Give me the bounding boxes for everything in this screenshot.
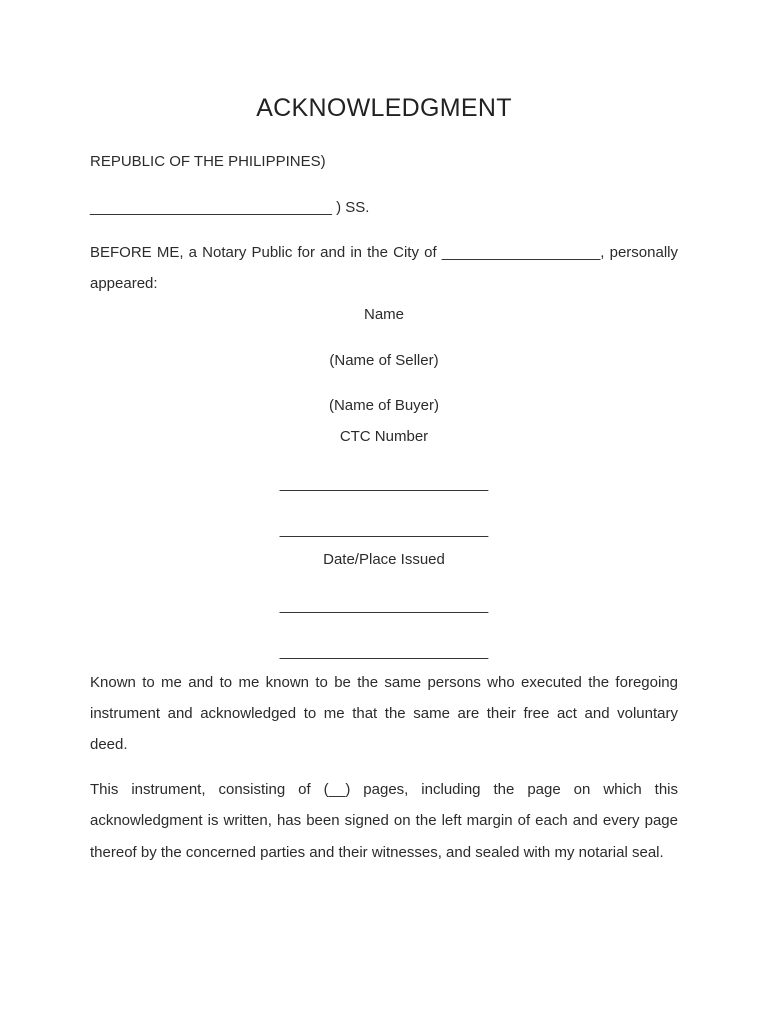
- known-line-3: deed.: [90, 736, 128, 753]
- instrument-line-2: acknowledgment is written, has been signed on the left margin of each and every page: [90, 812, 678, 829]
- date-place-issued-header: Date/Place Issued: [323, 551, 445, 568]
- ss-line: _____________________________ ) SS.: [90, 199, 370, 216]
- name-of-seller: (Name of Seller): [329, 352, 439, 369]
- document-title: ACKNOWLEDGMENT: [256, 94, 512, 122]
- ctc-blank-2: _________________________: [279, 521, 489, 538]
- date-blank-2: _________________________: [279, 643, 489, 660]
- before-me-line-1: BEFORE ME, a Notary Public for and in the City of ___________________, personally: [90, 244, 678, 261]
- date-blank-1: _________________________: [279, 597, 489, 614]
- name-of-buyer: (Name of Buyer): [328, 397, 440, 414]
- instrument-line-1: This instrument, consisting of (__) pages, including the page on which this: [90, 781, 678, 798]
- name-header: Name: [363, 306, 404, 323]
- ctc-blank-1: _________________________: [279, 475, 489, 492]
- known-line-1: Known to me and to me known to be the same persons who executed the foregoing: [90, 674, 678, 691]
- known-line-2: instrument and acknowledged to me that the same are their free act and voluntary: [90, 705, 678, 722]
- before-me-line-2: appeared:: [90, 275, 158, 292]
- ctc-number-header: CTC Number: [339, 428, 429, 445]
- republic-line: REPUBLIC OF THE PHILIPPINES): [90, 153, 326, 170]
- instrument-line-3: thereof by the concerned parties and their witnesses, and sealed with my notarial seal.: [90, 844, 664, 861]
